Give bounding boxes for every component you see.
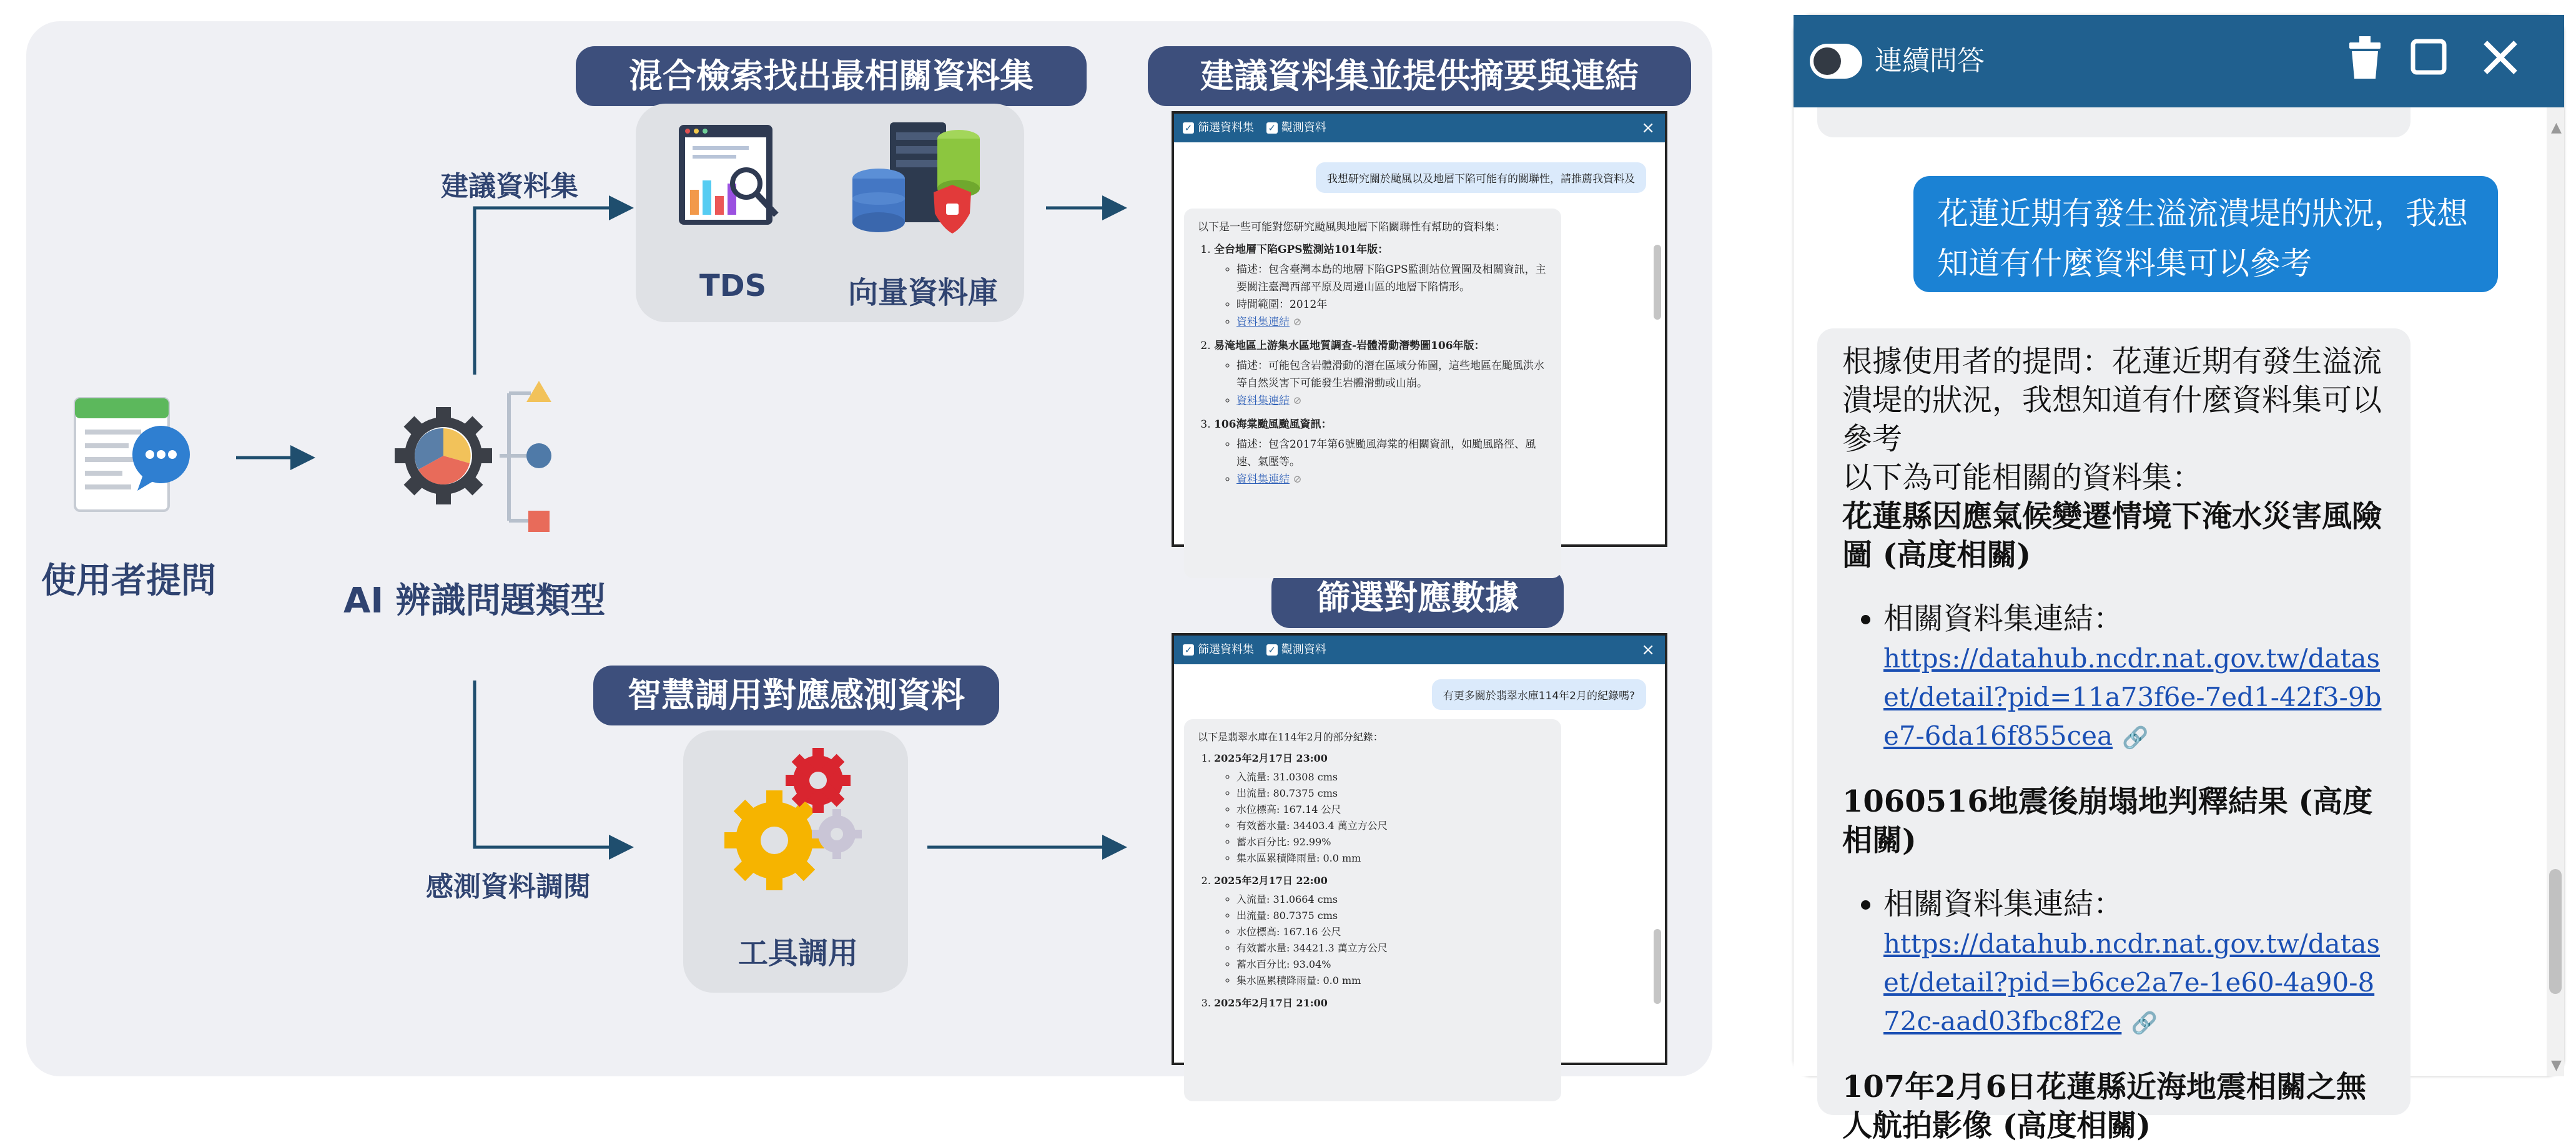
close-icon[interactable]: × [1641, 641, 1655, 659]
bot-subtitle: 以下為可能相關的資料集： [1842, 460, 2203, 495]
list-item: 3. 2025年2月17日 21:00 [1214, 995, 1547, 1011]
list-item [1883, 885, 2386, 1043]
dataset-link[interactable]: https://datahub.ncdr.nat.gov.tw/dataset/detail?pid=b6ce2a7e-1e60-4a90-872c-aad03fbc8f2e [1883, 928, 2381, 1036]
mini-intro: 以下是翡翠水庫在114年2月的部分紀錄： [1198, 731, 1383, 743]
link-icon: ⊘ [1293, 395, 1302, 407]
list-item: ◦ 入流量: 31.0308 cms [1236, 769, 1547, 785]
close-icon[interactable] [2480, 37, 2522, 79]
mini-bot-message [1184, 209, 1561, 578]
user-message: 花蓮近期有發生溢流潰堤的狀況，我想知道有什麼資料集可以參考 [1913, 176, 2498, 292]
mini-chat-observations [1172, 633, 1667, 1065]
observe-checkbox-label: 觀測資料 [1281, 643, 1326, 656]
ai-gear-icon [387, 368, 568, 543]
list-item: ◦ 蓄水百分比: 92.99% [1236, 834, 1547, 850]
result-title: 107年2月6日花蓮縣近海地震相關之無人航拍影像 (高度相關) [1842, 1069, 2366, 1143]
scroll-up-icon[interactable]: ▲ [2551, 120, 2562, 135]
link-icon: ⊘ [1293, 473, 1302, 486]
link-icon: 🔗 [2131, 1011, 2158, 1036]
bot-intro: 根據使用者的提問：花蓮近期有發生溢流潰堤的狀況，我想知道有什麼資料集可以參考 [1842, 344, 2382, 456]
dataset-link[interactable]: 資料集連結 [1236, 316, 1290, 328]
link-icon: ⊘ [1293, 316, 1302, 328]
observe-checkbox-label: 觀測資料 [1281, 121, 1326, 134]
scrollbar[interactable] [1654, 245, 1661, 320]
list-item: ◦ 入流量: 31.0664 cms [1236, 892, 1547, 908]
chat-header [1794, 15, 2564, 107]
maximize-icon[interactable] [2409, 37, 2450, 79]
list-item [1236, 471, 1547, 488]
checkbox-icon[interactable]: ✓ [1183, 644, 1194, 656]
edge-label-suggest: 建議資料集 [441, 170, 578, 202]
checkbox-icon[interactable]: ✓ [1183, 122, 1194, 134]
edge-label-sensor: 感測資料調閱 [426, 871, 591, 903]
list-item: 1. 全台地層下陷GPS監測站101年版： ◦ 描述：包含臺灣本島的地層下陷GPS監測站位置圖及相關資訊，主要關注臺灣西部平原及周邊山區的地層下陷情形。 ◦ 時間範圍：2012年 ◦ 資料集連結 ⊘ [1214, 241, 1547, 331]
dataset-link[interactable]: 資料集連結 [1236, 473, 1290, 486]
list-item: 2. 2025年2月17日 22:00 ◦ 入流量: 31.0664 cms ◦ 出流量: 80.7375 cms ◦ 水位標高: 167.16 公尺 ◦ 有效蓄水量: 34421.3 萬立方公尺 ◦ 蓄水百分比: 93.04% ◦ 集水區累積降雨量: 0.0 mm [1214, 873, 1547, 989]
vector-database-icon [846, 116, 990, 253]
list-item: ◦ 集水區累積降雨量: 0.0 mm [1236, 850, 1547, 867]
list-item: ◦ 有效蓄水量: 34403.4 萬立方公尺 [1236, 818, 1547, 834]
chat-title: 連續問答 [1875, 45, 1985, 77]
mini-user-message: 有更多關於翡翠水庫114年2月的紀錄嗎? [1432, 679, 1646, 710]
dataset-link[interactable]: https://datahub.ncdr.nat.gov.tw/dataset/detail?pid=11a73f6e-7ed1-42f3-9be7-6da16f855cea [1883, 643, 2382, 751]
arrow-ai-to-search [475, 208, 631, 375]
vector-db-label: 向量資料庫 [848, 275, 999, 310]
link-label: 相關資料集連結： [1883, 887, 2124, 921]
step-hybrid-search: 混合檢索找出最相關資料集 [576, 46, 1087, 106]
list-item: ◦ 水位標高: 167.16 公尺 [1236, 924, 1547, 940]
scroll-down-icon[interactable]: ▼ [2551, 1058, 2562, 1073]
mini-user-message: 我想研究關於颱風以及地層下陷可能有的關聯性，請推薦我資料及 [1316, 162, 1646, 193]
list-item: ◦ 有效蓄水量: 34421.3 萬立方公尺 [1236, 940, 1547, 956]
list-item: 3. 106海棠颱風颱風資訊： ◦ 描述：包含2017年第6號颱風海棠的相關資訊，如颱風路徑、風速、氣壓等。 ◦ 資料集連結 ⊘ [1214, 416, 1547, 488]
ai-identify-label: AI 辨識問題類型 [343, 581, 606, 621]
tds-icon [671, 121, 790, 252]
mini-chat-header [1174, 114, 1665, 142]
list-item: ◦ 描述：可能包含岩體滑動的潛在區域分佈圖，這些地區在颱風洪水等自然災害下可能發生岩體滑動或山崩。 [1236, 357, 1547, 392]
trash-icon[interactable] [2343, 34, 2387, 84]
mini-chat-header [1174, 636, 1665, 664]
chat-panel [1794, 15, 2564, 1143]
result-title: 1060516地震後崩塌地判釋結果 (高度相關) [1842, 784, 2373, 858]
filter-checkbox-label: 篩選資料集 [1198, 121, 1254, 134]
step-suggest-summary: 建議資料集並提供摘要與連結 [1148, 46, 1691, 106]
list-item: ◦ 時間範圍：2012年 [1236, 296, 1547, 313]
list-item: 1. 2025年2月17日 23:00 ◦ 入流量: 31.0308 cms ◦ 出流量: 80.7375 cms ◦ 水位標高: 167.14 公尺 ◦ 有效蓄水量: 34403.4 萬立方公尺 ◦ 蓄水百分比: 92.99% ◦ 集水區累積降雨量: 0.0 mm [1214, 750, 1547, 867]
list-item: ◦ 出流量: 80.7375 cms [1236, 908, 1547, 924]
link-icon: 🔗 [2122, 725, 2149, 750]
list-item [1236, 392, 1547, 410]
checkbox-icon[interactable]: ✓ [1266, 644, 1278, 656]
chat-messages[interactable] [1794, 107, 2564, 1143]
bot-message [1817, 328, 2411, 1143]
list-item: ◦ 描述：包含臺灣本島的地層下陷GPS監測站位置圖及相關資訊，主要關注臺灣西部平原及周邊山區的地層下陷情形。 [1236, 261, 1547, 296]
step-smart-sensor: 智慧調用對應感測資料 [593, 666, 999, 725]
list-item: ◦ 出流量: 80.7375 cms [1236, 785, 1547, 802]
scrollbar[interactable] [1654, 929, 1661, 1004]
list-item: ◦ 水位標高: 167.14 公尺 [1236, 802, 1547, 818]
result-title: 花蓮縣因應氣候變遷情境下淹水災害風險圖 (高度相關) [1842, 499, 2382, 572]
dataset-link[interactable]: 資料集連結 [1236, 395, 1290, 407]
gears-icon [718, 740, 868, 903]
list-item [1236, 313, 1547, 331]
mini-bot-message [1184, 719, 1561, 1101]
step-filter-data: 篩選對應數據 [1271, 568, 1564, 628]
list-item: ◦ 集水區累積降雨量: 0.0 mm [1236, 973, 1547, 989]
link-label: 相關資料集連結： [1883, 601, 2124, 636]
close-icon[interactable]: × [1641, 119, 1655, 137]
tool-call-label: 工具調用 [738, 936, 859, 971]
scrollbar-thumb[interactable] [2549, 869, 2562, 994]
list-item: 2. 易淹地區上游集水區地質調查-岩體滑動潛勢圖106年版： ◦ 描述：可能包含岩體滑動的潛在區域分佈圖，這些地區在颱風洪水等自然災害下可能發生岩體滑動或山崩。 ◦ 資料集連結 ⊘ [1214, 337, 1547, 410]
continuous-qa-toggle[interactable] [1810, 44, 1862, 79]
list-item [1883, 599, 2386, 757]
list-item: ◦ 蓄水百分比: 93.04% [1236, 956, 1547, 973]
checkbox-icon[interactable]: ✓ [1266, 122, 1278, 134]
mini-intro: 以下是一些可能對您研究颱風與地層下陷關聯性有幫助的資料集： [1198, 221, 1506, 233]
user-question-icon [69, 386, 194, 523]
tds-label: TDS [699, 268, 767, 303]
user-question-label: 使用者提問 [41, 561, 216, 601]
filter-checkbox-label: 篩選資料集 [1198, 643, 1254, 656]
list-item: ◦ 描述：包含2017年第6號颱風海棠的相關資訊，如颱風路徑、風速、氣壓等。 [1236, 436, 1547, 471]
toggle-knob [1814, 47, 1841, 75]
mini-chat-datasets [1172, 111, 1667, 547]
previous-message-tail [1817, 107, 2411, 137]
